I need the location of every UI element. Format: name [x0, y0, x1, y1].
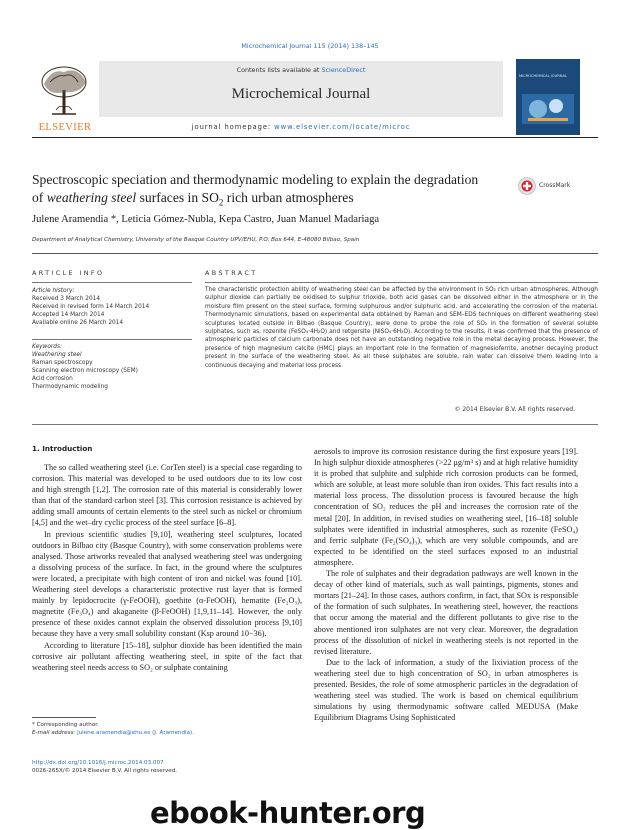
contents-available-line: [99, 66, 503, 74]
homepage-link[interactable]: www.elsevier.com/locate/microc: [274, 123, 411, 131]
article-info-divider: [32, 282, 192, 283]
section-heading-introduction: 1. Introduction: [32, 444, 93, 453]
keyword-item: Thermodynamic modeling: [32, 384, 108, 390]
footnote-divider: [32, 717, 96, 718]
body-paragraph: According to literature [15–18], sulphur dioxide has been identified the main corrosive air pollutant affecting weathering steel, in spite of the fact that weathering steel needs access to SO₂ or sulphate containing: [32, 640, 302, 672]
title-subscript: 2: [218, 197, 224, 208]
contents-prefix: Contents lists available at: [236, 66, 322, 74]
keyword-item: Weathering steel: [32, 352, 82, 358]
history-item: Available online 26 March 2014: [32, 320, 124, 326]
history-item: Received 3 March 2014: [32, 296, 101, 302]
title-part3: rich urban atmospheres: [223, 189, 354, 205]
article-title: [32, 171, 492, 212]
affiliation-divider: [32, 253, 598, 254]
abstract-divider: [205, 282, 598, 283]
email-label: E-mail address:: [32, 730, 78, 736]
body-paragraph: Due to the lack of information, a study of the lixiviation process of the weathering steel due to high concentration of SO₂ in urban atmospheres is presented. Besides, the role of some atmospheric particles in the degradation of weathering steel was studied. The work is based on chemical equilibrium simulations by using thermodynamic software called MEDUSA (Make Equilibrium Diagrams Using Sophisticated: [314, 657, 578, 723]
elsevier-wordmark: ELSEVIER: [38, 122, 92, 133]
keyword-item: Acid corrosion: [32, 376, 73, 382]
journal-homepage: [99, 123, 503, 131]
body-paragraph: In previous scientific studies [9,10], weathering steel sculptures, located outdoors in Bilbao city (Basque Country), with some conservation problems were analysed. Those artworks revealed that analysed weathering steel was undergoing a dissolving process of the surface. In fact, in the ground where the sculptures were located, a precipitate with high content of iron and nickel was found [10]. Weathering steel develops a characteristic protective rust layer that is formed mainly by lepidocrocite (γ-FeOOH), goethite (α-FeOOH), hematite (Fe₂O₃), magnetite (Fe₃O₄) and akaganeite (β-FeOOH) [1,9,11–14]. However, the only presence of these oxides cannot explain the observed dissolution process [9,10] because they have a very small solubility constant (Ksp around 10−36).: [32, 529, 302, 639]
footnote: [32, 721, 194, 737]
title-part2: surfaces in SO: [136, 189, 219, 205]
abstract-bottom-divider: [32, 424, 598, 425]
sciencedirect-link[interactable]: ScienceDirect: [321, 66, 366, 74]
doi-link[interactable]: http://dx.doi.org/10.1016/j.microc.2014.03.007: [32, 760, 164, 766]
journal-citation[interactable]: Microchemical Journal 115 (2014) 138–145: [241, 42, 379, 50]
title-part1: Spectroscopic speciation and thermodynamic modeling to explain the degradation of: [32, 172, 479, 205]
history-label: Article history:: [32, 288, 75, 294]
history-item: Received in revised form 14 March 2014: [32, 304, 150, 310]
cover-title: MICROCHEMICAL JOURNAL: [519, 74, 567, 78]
keyword-item: Raman spectroscopy: [32, 360, 93, 366]
header-divider: [32, 137, 598, 138]
doi-block: [32, 760, 177, 776]
author-email-link[interactable]: julene.aramendia@ehu.es (J. Aramendia).: [77, 730, 194, 736]
article-info-heading: ARTICLE INFO: [32, 269, 105, 277]
author-affiliation: Department of Analytical Chemistry, University of the Basque Country UPV/EHU, P.O. Box 644, E-48080 Bilbao, Spain: [32, 237, 360, 243]
keywords-divider: [32, 339, 192, 340]
body-paragraph: The role of sulphates and their degradation pathways are well known in the decay of other kind of materials, such as wall paintings, pigments, stones and mortars [21–24]. In those cases, authors confirm, in fact, that SOx is responsible of the formation of such sulphates. In weathering steel, however, the reactions that occur among the material and the different pollutants to give rise to the above mentioned iron sulphates are not very clear. Moreover, the degradation process of the dissolution of nickel in weathering steels is not reported in the revised literature.: [314, 569, 578, 656]
journal-title: Microchemical Journal: [231, 86, 371, 102]
abstract-body: The characteristic protection ability of weathering steel can be affected by the environment in SO₂ rich urban atmospheres. Although sulphur dioxide can partially be oxidised to sulphur trioxide, both acid gases can be dissolved either in the atmosphere or in the moisture film present on the steel surface, forming sulphurous and/or sulphuric acid, and accelerating the corrosion of the material. Thermodynamic simulations, based on experimental data obtained by Raman and SEM–EDS techniques on different weathering steel sculptures located outside in Bilbao (Basque Country), were done to probe the role of SO₂ in the formation of several soluble sulphates, such as, rozenite (FeSO₄·4H₂O) and retgersite (NiSO₄·6H₂O). According to the results, it was confirmed that the presence of atmospheric particles of calcium carbonate does not have an outstanding negative role in the metal decaying process. However, the presence of high magnesium calcite (HMC) plays an important role in the formation of magnesioferrite, another decaying product present in the surface of the weathering steel. As all these sulphates are soluble, rain water can dissolve them leading into a continuous decaying and material loss process.: [205, 287, 598, 369]
keyword-item: Scanning electron microscopy (SEM): [32, 368, 138, 374]
body-column-left: [32, 462, 302, 673]
abstract-heading: ABSTRACT: [205, 269, 258, 277]
issn-copyright: 0026-265X/© 2014 Elsevier B.V. All rights reserved.: [32, 767, 178, 774]
body-paragraph: The so called weathering steel (i.e. CorTen steel) is a special case regarding to corrosion. This material was developed to be used outdoors due to its low cost and high strength [1,2]. The corrosion rate of this material is considerably lower than that of the standard carbon steel [3]. This corrosion resistance is achieved by adding small amounts of certain elements to the steel such as nickel or chromium [4,5] and the wet–dry cyclic process of the steel surface [6–8].: [32, 463, 302, 528]
title-italic: weathering steel: [46, 189, 137, 205]
author-list: Julene Aramendia *, Leticia Gómez-Nubla, Kepa Castro, Juan Manuel Madariaga: [32, 214, 380, 225]
keywords-label: Keywords:: [32, 344, 62, 350]
homepage-prefix: journal homepage:: [191, 123, 275, 131]
body-paragraph: aerosols to improve its corrosion resistance during the first exposure years [19]. In high sulphur dioxide atmospheres (>22 μg/m³ s) and at high relative humidity it is probed that sulphite and sulphide rich corrosion products can be formed, which are soluble, at least more soluble than iron oxides. This fact results into a material loss process. The dissolution process is favoured because the high concentration of SO₂ reduces the pH and increases the corrosion rate of the metal [20]. In addition, in revised studies on weathering steel, [16–18] soluble sulphates were identified in industrial atmospheres, such as rozenite (FeSO₄) and ferric sulphate (Fe₂(SO₄)₃), which are very soluble compounds, and are expected to be identified on the steel surfaces exposed to an industrial atmosphere.: [314, 447, 578, 567]
corresponding-author-note: * Corresponding author.: [32, 722, 99, 728]
watermark-text: ebook-hunter.org: [150, 796, 426, 830]
crossmark-label[interactable]: CrossMark: [539, 182, 571, 189]
cover-artwork: [522, 94, 574, 124]
article-history: [32, 287, 149, 327]
body-column-right: [314, 446, 578, 723]
keyword-list: [32, 343, 138, 391]
abstract-copyright: © 2014 Elsevier B.V. All rights reserved.: [454, 406, 575, 413]
history-item: Accepted 14 March 2014: [32, 312, 105, 318]
